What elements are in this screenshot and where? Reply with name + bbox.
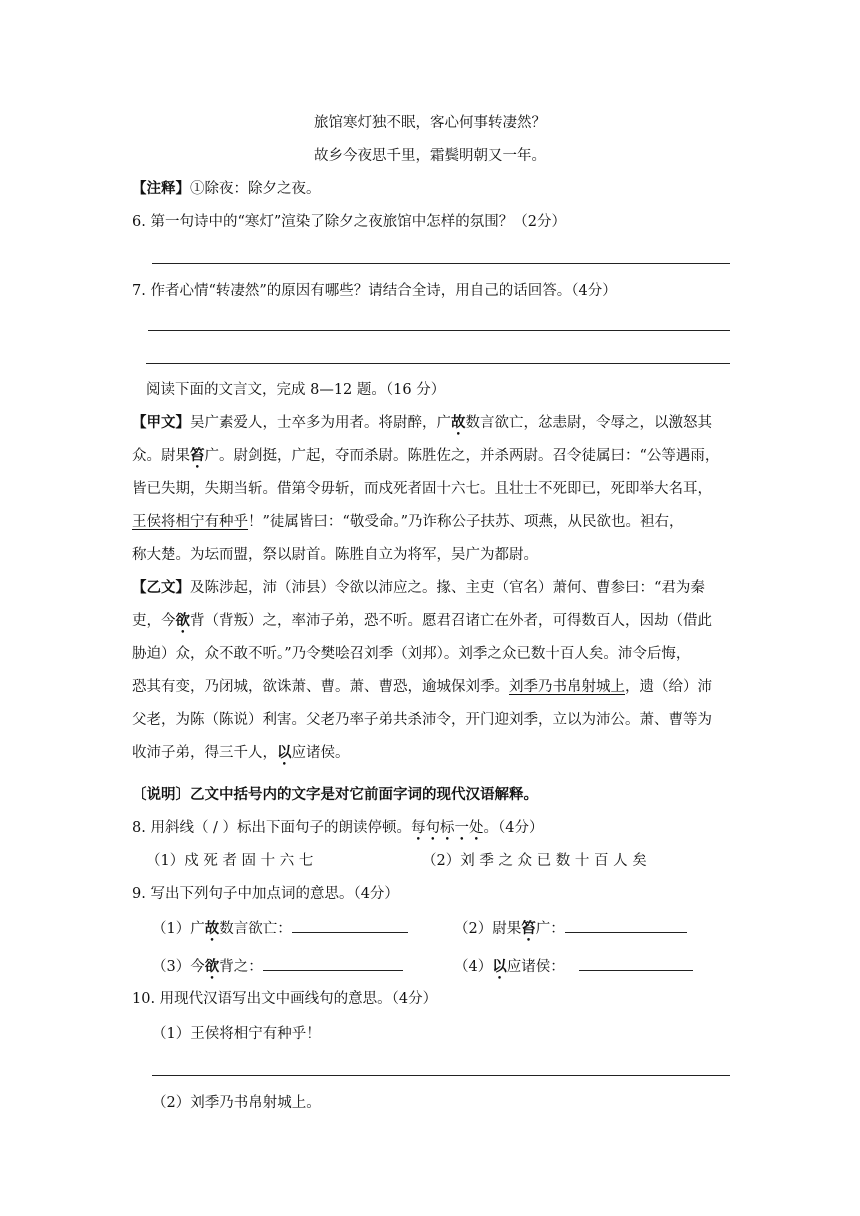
text-segment: 应诸侯： xyxy=(506,959,565,975)
passage-jia-line-4 xyxy=(132,512,684,532)
explanation-note: 〔说明〕乙文中括号内的文字是对它前面字词的现代汉语解释。 xyxy=(132,786,538,803)
text-segment: 吏，今 xyxy=(132,613,176,629)
dotted-word: 笞 xyxy=(521,920,536,937)
question-9-item-1 xyxy=(152,917,408,939)
passage-jia-line-5: 称大楚。为坛而盟，祭以尉首。陈胜自立为将军，吴广为都尉。 xyxy=(132,547,538,563)
question-10-sentence-1: （1）王侯将相宁有种乎！ xyxy=(152,1026,321,1042)
passage-yi-line-3: 胁迫）众，众不敢不听。”乃令樊哙召刘季（刘邦）。刘季之众已数十百人矣。沛令后悔， xyxy=(132,646,691,662)
dotted-word: 故 xyxy=(451,414,466,431)
answer-blank-q9-4[interactable] xyxy=(579,955,693,971)
answer-blank-q9-2[interactable] xyxy=(565,917,687,933)
text-segment: 应诸侯。 xyxy=(291,745,350,761)
passage-yi-line-2 xyxy=(132,611,712,631)
dotted-word: 处 xyxy=(469,820,484,836)
answer-line-q6[interactable] xyxy=(152,263,730,264)
dotted-word: 故 xyxy=(204,920,220,937)
dotted-word: 笞 xyxy=(190,447,205,464)
text-segment: ，遗（给）沛 xyxy=(625,679,712,695)
dotted-word: 标 xyxy=(440,820,455,836)
passage-yi-line-1 xyxy=(132,578,705,598)
underlined-sentence: 王侯将相宁有种乎 xyxy=(132,514,248,530)
text-segment: （1）广 xyxy=(152,921,205,937)
text-segment: 8. 用斜线（ / ）标出下面句子的朗读停顿。 xyxy=(132,820,412,836)
passage-jia-label: 【甲文】 xyxy=(132,414,190,431)
passage-jia-line-1 xyxy=(132,413,712,433)
text-segment: 。（4分） xyxy=(483,820,544,836)
passage-jia-line-2 xyxy=(132,446,719,466)
dotted-phrase xyxy=(411,820,484,836)
text-segment: 及陈涉起，沛（沛县）令欲以沛应之。掾、主吏（官名）萧何、曹参曰：“君为秦 xyxy=(190,580,705,596)
question-9-item-2 xyxy=(454,917,687,939)
text-segment: 数言欲亡，忿恚尉，令辱之，以激怒其 xyxy=(465,415,712,431)
text-segment: 吴广素爱人，士卒多为用者。将尉醉，广 xyxy=(190,415,451,431)
text-segment: 背之： xyxy=(219,959,263,975)
dotted-word: 欲 xyxy=(175,612,190,629)
question-9: 9. 写出下列句子中加点词的意思。（4分） xyxy=(132,886,399,902)
question-7: 7. 作者心情“转凄然”的原因有哪些？请结合全诗，用自己的话回答。（4分） xyxy=(132,283,617,299)
text-segment: 众。尉果 xyxy=(132,448,190,464)
annotation-text: ①除夜：除夕之夜。 xyxy=(190,181,321,197)
annotation xyxy=(132,179,321,199)
question-10: 10. 用现代汉语写出文中画线句的意思。（4分） xyxy=(132,991,438,1007)
text-segment: （4） xyxy=(454,959,493,975)
text-segment: 广。尉剑挺，广起，夺而杀尉。陈胜佐之，并杀两尉。召令徒属曰：“公等遇雨， xyxy=(204,448,720,464)
answer-line-q7-2[interactable] xyxy=(146,363,730,364)
dotted-word: 以 xyxy=(492,958,507,975)
passage-yi-line-6 xyxy=(132,743,350,763)
poem-line-2: 故乡今夜思千里，霜鬓明朝又一年。 xyxy=(314,148,546,164)
text-segment: 恐其有变，乃闭城，欲诛萧、曹。萧、曹恐，逾城保刘季。 xyxy=(132,679,509,695)
text-segment: ！”徒属皆曰：“敬受命。”乃诈称公子扶苏、项燕，从民欲也。袒右， xyxy=(248,514,684,530)
question-8 xyxy=(132,818,544,838)
dotted-word: 句 xyxy=(425,820,441,836)
passage-yi-line-5: 父老，为陈（陈说）利害。父老乃率子弟共杀沛令，开门迎刘季，立以为沛公。萧、曹等为 xyxy=(132,712,712,728)
answer-blank-q9-3[interactable] xyxy=(263,955,403,971)
question-8-sentence-1: （1）戍 死 者 固 十 六 七 xyxy=(146,853,314,869)
text-segment: （3）今 xyxy=(152,959,205,975)
dotted-word: 每 xyxy=(411,820,426,836)
annotation-label: 【注释】 xyxy=(132,180,190,197)
text-segment: 背（背叛）之，率沛子弟，恐不听。愿君召诸亡在外者，可得数百人，因劫（借此 xyxy=(190,613,712,629)
passage-jia-line-3: 皆已失期，失期当斩。借第令毋斩，而戍死者固十六七。且壮士不死即已，死即举大名耳， xyxy=(132,481,712,497)
question-6: 6. 第一句诗中的“寒灯”渲染了除夕之夜旅馆中怎样的氛围？（2分） xyxy=(132,214,566,230)
poem-line-1: 旅馆寒灯独不眠，客心何事转凄然？ xyxy=(314,115,546,131)
answer-line-q10-1[interactable] xyxy=(152,1075,730,1076)
text-segment: 广： xyxy=(535,921,565,937)
reading-instructions: 阅读下面的文言文，完成 8—12 题。（16 分） xyxy=(146,382,446,398)
passage-yi-label: 【乙文】 xyxy=(132,579,190,596)
dotted-word: 以 xyxy=(277,744,292,761)
question-9-item-3 xyxy=(152,955,403,977)
passage-yi-line-4 xyxy=(132,677,712,697)
dotted-word: 一 xyxy=(454,820,470,836)
text-segment: （2）尉果 xyxy=(454,921,522,937)
text-segment: 数言欲亡： xyxy=(219,921,292,937)
text-segment: 收沛子弟，得三千人， xyxy=(132,745,277,761)
answer-line-q7-1[interactable] xyxy=(148,330,730,331)
dotted-word: 欲 xyxy=(204,958,220,975)
question-9-item-4 xyxy=(454,955,693,977)
question-8-sentence-2: （2）刘 季 之 众 已 数 十 百 人 矣 xyxy=(422,853,647,869)
question-10-sentence-2: （2）刘季乃书帛射城上。 xyxy=(152,1095,321,1111)
answer-blank-q9-1[interactable] xyxy=(292,917,408,933)
underlined-sentence: 刘季乃书帛射城上 xyxy=(509,679,625,695)
